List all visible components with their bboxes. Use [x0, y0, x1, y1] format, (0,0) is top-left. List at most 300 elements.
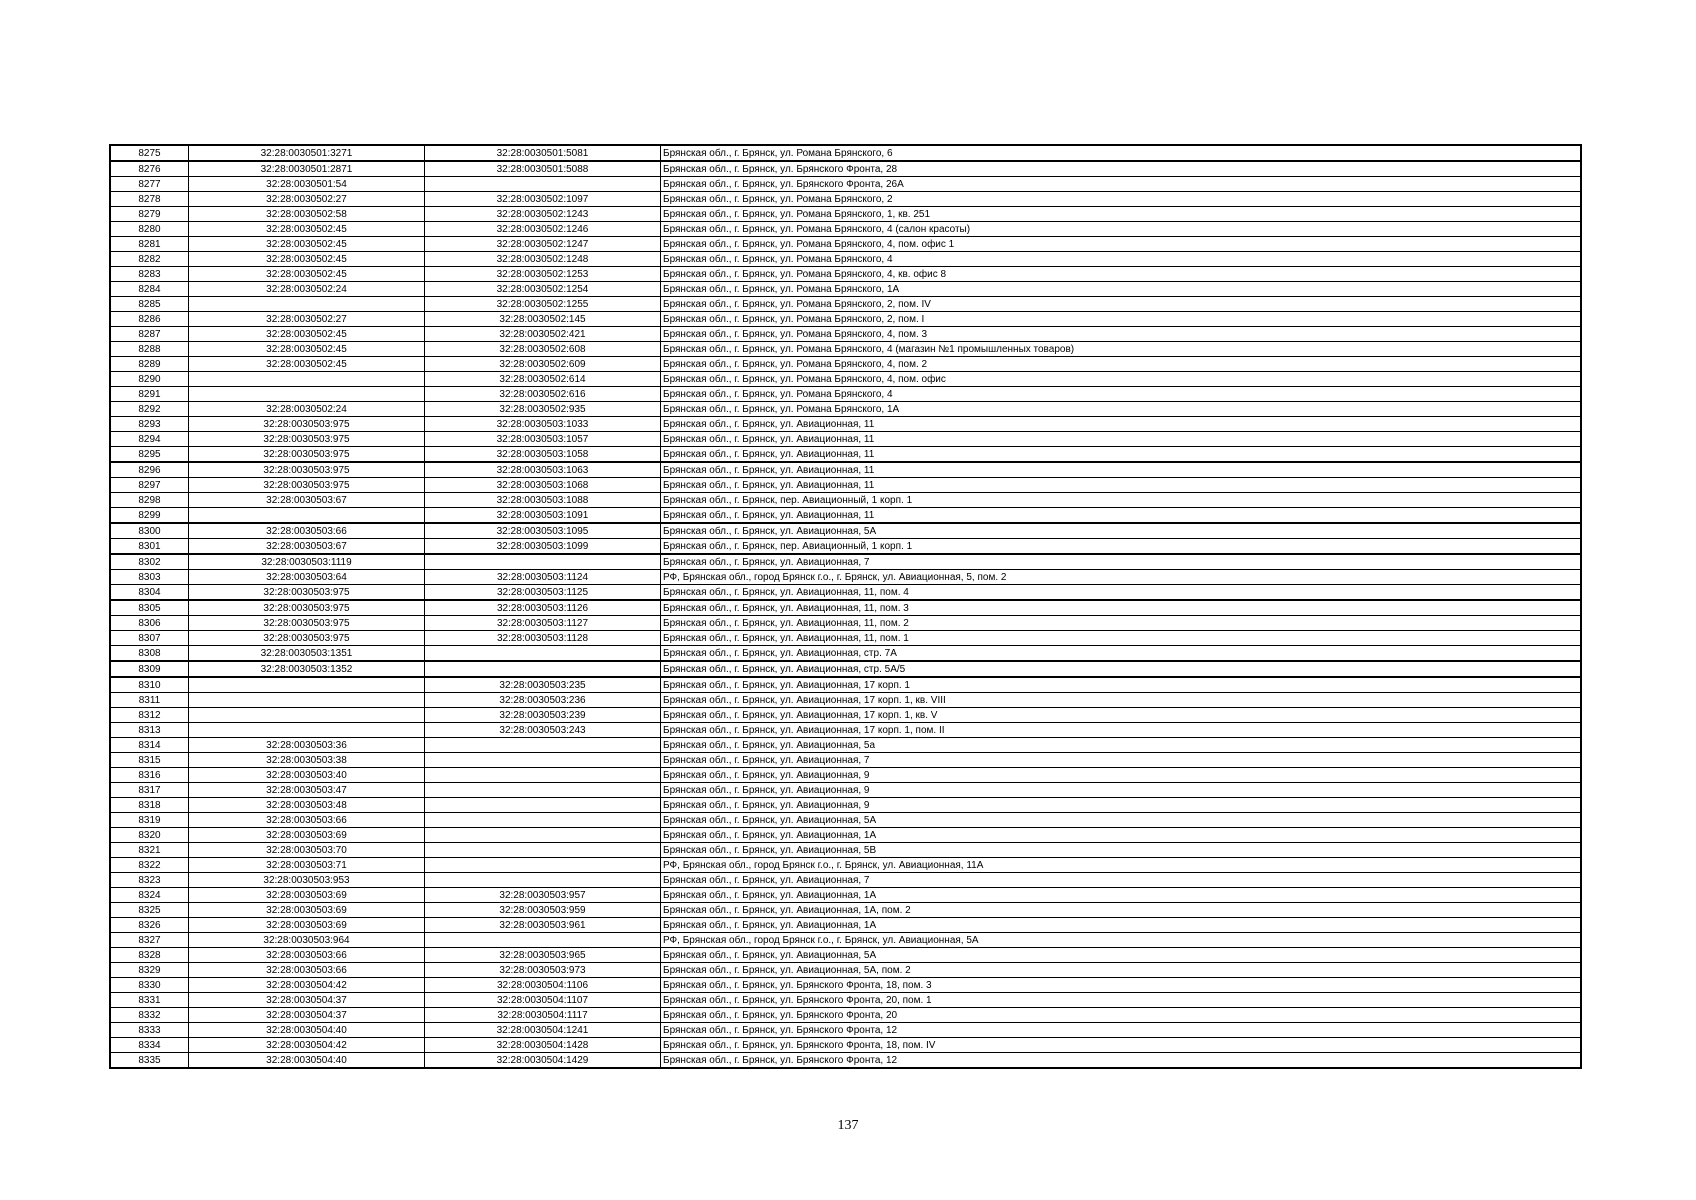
table-row	[110, 508, 1581, 524]
row-number-cell: 8328	[110, 948, 189, 963]
table-row	[110, 282, 1581, 297]
row-number-cell: 8301	[110, 539, 189, 555]
object-cadastral-number-cell: 32:28:0030502:1255	[425, 297, 661, 312]
object-cadastral-number-cell: 32:28:0030502:1246	[425, 222, 661, 237]
table-row	[110, 312, 1581, 327]
row-number-cell: 8294	[110, 432, 189, 447]
address-cell: Брянская обл., г. Брянск, ул. Авиационная, 5А	[661, 523, 1582, 539]
address-cell: Брянская обл., г. Брянск, ул. Авиационная, 5А	[661, 813, 1582, 828]
table-row	[110, 616, 1581, 631]
address-cell: Брянская обл., г. Брянск, ул. Авиационная, 11	[661, 462, 1582, 478]
address-cell: Брянская обл., г. Брянск, ул. Авиационная, 5а	[661, 738, 1582, 753]
row-number-cell: 8322	[110, 858, 189, 873]
parcel-cadastral-number-cell: 32:28:0030504:42	[189, 978, 425, 993]
object-cadastral-number-cell	[425, 768, 661, 783]
table-row	[110, 888, 1581, 903]
table-row	[110, 933, 1581, 948]
object-cadastral-number-cell: 32:28:0030503:235	[425, 677, 661, 693]
object-cadastral-number-cell: 32:28:0030503:1058	[425, 447, 661, 463]
table-row	[110, 768, 1581, 783]
parcel-cadastral-number-cell: 32:28:0030503:66	[189, 963, 425, 978]
parcel-cadastral-number-cell: 32:28:0030503:1351	[189, 646, 425, 662]
address-cell: Брянская обл., г. Брянск, ул. Брянского Фронта, 20, пом. 1	[661, 993, 1582, 1008]
parcel-cadastral-number-cell: 32:28:0030502:45	[189, 237, 425, 252]
object-cadastral-number-cell: 32:28:0030503:1099	[425, 539, 661, 555]
row-number-cell: 8293	[110, 417, 189, 432]
row-number-cell: 8278	[110, 192, 189, 207]
address-cell: Брянская обл., г. Брянск, ул. Брянского Фронта, 28	[661, 161, 1582, 177]
parcel-cadastral-number-cell: 32:28:0030504:37	[189, 1008, 425, 1023]
object-cadastral-number-cell	[425, 753, 661, 768]
row-number-cell: 8288	[110, 342, 189, 357]
parcel-cadastral-number-cell: 32:28:0030503:69	[189, 828, 425, 843]
object-cadastral-number-cell: 32:28:0030502:421	[425, 327, 661, 342]
parcel-cadastral-number-cell: 32:28:0030503:67	[189, 539, 425, 555]
address-cell: Брянская обл., г. Брянск, ул. Авиационная, 11, пом. 2	[661, 616, 1582, 631]
address-cell: Брянская обл., г. Брянск, ул. Брянского Фронта, 18, пом. 3	[661, 978, 1582, 993]
parcel-cadastral-number-cell: 32:28:0030501:54	[189, 177, 425, 192]
address-cell: Брянская обл., г. Брянск, ул. Авиационная, 11	[661, 478, 1582, 493]
object-cadastral-number-cell: 32:28:0030503:239	[425, 708, 661, 723]
row-number-cell: 8280	[110, 222, 189, 237]
parcel-cadastral-number-cell: 32:28:0030502:45	[189, 357, 425, 372]
object-cadastral-number-cell	[425, 873, 661, 888]
row-number-cell: 8291	[110, 387, 189, 402]
table-row	[110, 858, 1581, 873]
parcel-cadastral-number-cell: 32:28:0030503:69	[189, 918, 425, 933]
row-number-cell: 8295	[110, 447, 189, 463]
row-number-cell: 8277	[110, 177, 189, 192]
address-cell: Брянская обл., г. Брянск, ул. Романа Брянского, 6	[661, 145, 1582, 161]
object-cadastral-number-cell	[425, 798, 661, 813]
address-cell: Брянская обл., г. Брянск, пер. Авиационный, 1 корп. 1	[661, 493, 1582, 508]
parcel-cadastral-number-cell: 32:28:0030504:40	[189, 1053, 425, 1069]
table-row	[110, 993, 1581, 1008]
object-cadastral-number-cell: 32:28:0030501:5088	[425, 161, 661, 177]
parcel-cadastral-number-cell: 32:28:0030503:66	[189, 948, 425, 963]
address-cell: Брянская обл., г. Брянск, ул. Романа Брянского, 4	[661, 387, 1582, 402]
parcel-cadastral-number-cell: 32:28:0030502:24	[189, 402, 425, 417]
row-number-cell: 8316	[110, 768, 189, 783]
parcel-cadastral-number-cell: 32:28:0030503:975	[189, 417, 425, 432]
table-row	[110, 963, 1581, 978]
object-cadastral-number-cell: 32:28:0030503:1126	[425, 600, 661, 616]
parcel-cadastral-number-cell: 32:28:0030503:71	[189, 858, 425, 873]
table-row	[110, 661, 1581, 677]
table-row	[110, 523, 1581, 539]
parcel-cadastral-number-cell: 32:28:0030503:975	[189, 600, 425, 616]
row-number-cell: 8321	[110, 843, 189, 858]
address-cell: Брянская обл., г. Брянск, ул. Авиационная, 17 корп. 1, кв. V	[661, 708, 1582, 723]
table-row	[110, 843, 1581, 858]
object-cadastral-number-cell: 32:28:0030503:243	[425, 723, 661, 738]
object-cadastral-number-cell: 32:28:0030503:1124	[425, 570, 661, 585]
address-cell: Брянская обл., г. Брянск, ул. Брянского Фронта, 12	[661, 1023, 1582, 1038]
parcel-cadastral-number-cell: 32:28:0030504:42	[189, 1038, 425, 1053]
row-number-cell: 8335	[110, 1053, 189, 1069]
address-cell: Брянская обл., г. Брянск, ул. Брянского Фронта, 18, пом. IV	[661, 1038, 1582, 1053]
row-number-cell: 8297	[110, 478, 189, 493]
object-cadastral-number-cell	[425, 646, 661, 662]
parcel-cadastral-number-cell	[189, 693, 425, 708]
row-number-cell: 8320	[110, 828, 189, 843]
table-row	[110, 267, 1581, 282]
table-row	[110, 342, 1581, 357]
object-cadastral-number-cell: 32:28:0030503:1088	[425, 493, 661, 508]
table-row	[110, 387, 1581, 402]
address-cell: Брянская обл., г. Брянск, ул. Авиационная, 5В	[661, 843, 1582, 858]
row-number-cell: 8327	[110, 933, 189, 948]
row-number-cell: 8308	[110, 646, 189, 662]
parcel-cadastral-number-cell: 32:28:0030502:45	[189, 327, 425, 342]
object-cadastral-number-cell	[425, 933, 661, 948]
row-number-cell: 8300	[110, 523, 189, 539]
page-number: 137	[837, 1118, 859, 1133]
table-row	[110, 252, 1581, 267]
parcel-cadastral-number-cell: 32:28:0030503:975	[189, 631, 425, 646]
row-number-cell: 8281	[110, 237, 189, 252]
address-cell: Брянская обл., г. Брянск, ул. Авиационная, 11	[661, 432, 1582, 447]
row-number-cell: 8286	[110, 312, 189, 327]
table-row	[110, 600, 1581, 616]
row-number-cell: 8290	[110, 372, 189, 387]
object-cadastral-number-cell: 32:28:0030502:1247	[425, 237, 661, 252]
row-number-cell: 8298	[110, 493, 189, 508]
parcel-cadastral-number-cell: 32:28:0030503:975	[189, 478, 425, 493]
parcel-cadastral-number-cell: 32:28:0030504:40	[189, 1023, 425, 1038]
table-row	[110, 948, 1581, 963]
address-cell: Брянская обл., г. Брянск, ул. Авиационная, 1А	[661, 918, 1582, 933]
address-cell: Брянская обл., г. Брянск, ул. Романа Брянского, 4	[661, 252, 1582, 267]
table-row	[110, 493, 1581, 508]
row-number-cell: 8285	[110, 297, 189, 312]
parcel-cadastral-number-cell: 32:28:0030503:953	[189, 873, 425, 888]
row-number-cell: 8305	[110, 600, 189, 616]
object-cadastral-number-cell: 32:28:0030503:959	[425, 903, 661, 918]
object-cadastral-number-cell: 32:28:0030503:236	[425, 693, 661, 708]
object-cadastral-number-cell: 32:28:0030502:1253	[425, 267, 661, 282]
table-row	[110, 327, 1581, 342]
table-row	[110, 753, 1581, 768]
address-cell: РФ, Брянская обл., город Брянск г.о., г. Брянск, ул. Авиационная, 11А	[661, 858, 1582, 873]
address-cell: Брянская обл., г. Брянск, ул. Авиационная, 9	[661, 768, 1582, 783]
row-number-cell: 8311	[110, 693, 189, 708]
object-cadastral-number-cell	[425, 738, 661, 753]
cadastral-registry-table	[109, 144, 1582, 1069]
parcel-cadastral-number-cell: 32:28:0030502:24	[189, 282, 425, 297]
address-cell: Брянская обл., г. Брянск, ул. Брянского Фронта, 12	[661, 1053, 1582, 1069]
object-cadastral-number-cell: 32:28:0030502:1243	[425, 207, 661, 222]
parcel-cadastral-number-cell	[189, 387, 425, 402]
parcel-cadastral-number-cell: 32:28:0030503:69	[189, 888, 425, 903]
parcel-cadastral-number-cell: 32:28:0030502:27	[189, 312, 425, 327]
row-number-cell: 8296	[110, 462, 189, 478]
address-cell: Брянская обл., г. Брянск, ул. Авиационная, 11, пом. 3	[661, 600, 1582, 616]
address-cell: Брянская обл., г. Брянск, ул. Авиационная, стр. 5А/5	[661, 661, 1582, 677]
address-cell: Брянская обл., г. Брянск, ул. Романа Брянского, 4, пом. 3	[661, 327, 1582, 342]
object-cadastral-number-cell: 32:28:0030502:609	[425, 357, 661, 372]
row-number-cell: 8302	[110, 554, 189, 570]
parcel-cadastral-number-cell: 32:28:0030502:58	[189, 207, 425, 222]
parcel-cadastral-number-cell: 32:28:0030503:40	[189, 768, 425, 783]
table-row	[110, 585, 1581, 601]
parcel-cadastral-number-cell	[189, 723, 425, 738]
object-cadastral-number-cell	[425, 813, 661, 828]
object-cadastral-number-cell: 32:28:0030502:145	[425, 312, 661, 327]
parcel-cadastral-number-cell: 32:28:0030502:45	[189, 252, 425, 267]
table-row	[110, 828, 1581, 843]
row-number-cell: 8289	[110, 357, 189, 372]
parcel-cadastral-number-cell: 32:28:0030503:964	[189, 933, 425, 948]
address-cell: Брянская обл., г. Брянск, ул. Авиационная, 1А, пом. 2	[661, 903, 1582, 918]
address-cell: Брянская обл., г. Брянск, ул. Авиационная, 11, пом. 4	[661, 585, 1582, 601]
table-row	[110, 708, 1581, 723]
table-row	[110, 402, 1581, 417]
object-cadastral-number-cell	[425, 828, 661, 843]
registry-table-body	[110, 145, 1581, 1068]
row-number-cell: 8276	[110, 161, 189, 177]
table-row	[110, 813, 1581, 828]
table-row	[110, 161, 1581, 177]
row-number-cell: 8326	[110, 918, 189, 933]
row-number-cell: 8329	[110, 963, 189, 978]
address-cell: Брянская обл., г. Брянск, ул. Авиационная, 5А, пом. 2	[661, 963, 1582, 978]
parcel-cadastral-number-cell: 32:28:0030503:66	[189, 813, 425, 828]
parcel-cadastral-number-cell: 32:28:0030502:27	[189, 192, 425, 207]
parcel-cadastral-number-cell	[189, 508, 425, 524]
parcel-cadastral-number-cell: 32:28:0030503:1119	[189, 554, 425, 570]
table-row	[110, 738, 1581, 753]
object-cadastral-number-cell: 32:28:0030504:1117	[425, 1008, 661, 1023]
object-cadastral-number-cell: 32:28:0030501:5081	[425, 145, 661, 161]
address-cell: Брянская обл., г. Брянск, ул. Брянского Фронта, 26А	[661, 177, 1582, 192]
object-cadastral-number-cell	[425, 177, 661, 192]
address-cell: Брянская обл., г. Брянск, ул. Авиационная, 7	[661, 554, 1582, 570]
object-cadastral-number-cell: 32:28:0030502:616	[425, 387, 661, 402]
row-number-cell: 8334	[110, 1038, 189, 1053]
row-number-cell: 8315	[110, 753, 189, 768]
address-cell: Брянская обл., г. Брянск, ул. Авиационная, 9	[661, 798, 1582, 813]
row-number-cell: 8303	[110, 570, 189, 585]
parcel-cadastral-number-cell	[189, 677, 425, 693]
address-cell: Брянская обл., г. Брянск, ул. Романа Брянского, 1, кв. 251	[661, 207, 1582, 222]
parcel-cadastral-number-cell: 32:28:0030503:36	[189, 738, 425, 753]
address-cell: Брянская обл., г. Брянск, ул. Авиационная, стр. 7А	[661, 646, 1582, 662]
object-cadastral-number-cell: 32:28:0030503:1033	[425, 417, 661, 432]
row-number-cell: 8318	[110, 798, 189, 813]
object-cadastral-number-cell: 32:28:0030504:1429	[425, 1053, 661, 1069]
address-cell: Брянская обл., г. Брянск, ул. Брянского Фронта, 20	[661, 1008, 1582, 1023]
parcel-cadastral-number-cell: 32:28:0030503:38	[189, 753, 425, 768]
row-number-cell: 8332	[110, 1008, 189, 1023]
row-number-cell: 8304	[110, 585, 189, 601]
object-cadastral-number-cell	[425, 661, 661, 677]
address-cell: Брянская обл., г. Брянск, ул. Романа Брянского, 4 (магазин №1 промышленных товаров)	[661, 342, 1582, 357]
parcel-cadastral-number-cell: 32:28:0030503:975	[189, 462, 425, 478]
table-row	[110, 207, 1581, 222]
parcel-cadastral-number-cell: 32:28:0030503:70	[189, 843, 425, 858]
object-cadastral-number-cell: 32:28:0030503:1068	[425, 478, 661, 493]
object-cadastral-number-cell: 32:28:0030503:1128	[425, 631, 661, 646]
address-cell: Брянская обл., г. Брянск, ул. Авиационная, 11	[661, 508, 1582, 524]
row-number-cell: 8282	[110, 252, 189, 267]
address-cell: Брянская обл., г. Брянск, ул. Романа Брянского, 4, кв. офис 8	[661, 267, 1582, 282]
table-row	[110, 478, 1581, 493]
row-number-cell: 8323	[110, 873, 189, 888]
address-cell: Брянская обл., г. Брянск, ул. Романа Брянского, 1А	[661, 402, 1582, 417]
table-row	[110, 554, 1581, 570]
address-cell: Брянская обл., г. Брянск, ул. Авиационная, 7	[661, 873, 1582, 888]
address-cell: Брянская обл., г. Брянск, ул. Романа Брянского, 1А	[661, 282, 1582, 297]
address-cell: Брянская обл., г. Брянск, ул. Авиационная, 5А	[661, 948, 1582, 963]
row-number-cell: 8283	[110, 267, 189, 282]
row-number-cell: 8317	[110, 783, 189, 798]
address-cell: Брянская обл., г. Брянск, ул. Романа Брянского, 4, пом. офис 1	[661, 237, 1582, 252]
table-row	[110, 447, 1581, 463]
parcel-cadastral-number-cell	[189, 708, 425, 723]
table-row	[110, 432, 1581, 447]
table-row	[110, 798, 1581, 813]
object-cadastral-number-cell: 32:28:0030503:965	[425, 948, 661, 963]
table-row	[110, 192, 1581, 207]
address-cell: Брянская обл., г. Брянск, ул. Авиационная, 9	[661, 783, 1582, 798]
address-cell: Брянская обл., г. Брянск, ул. Авиационная, 17 корп. 1	[661, 677, 1582, 693]
address-cell: РФ, Брянская обл., город Брянск г.о., г. Брянск, ул. Авиационная, 5, пом. 2	[661, 570, 1582, 585]
object-cadastral-number-cell: 32:28:0030502:1248	[425, 252, 661, 267]
table-row	[110, 693, 1581, 708]
object-cadastral-number-cell	[425, 554, 661, 570]
table-row	[110, 417, 1581, 432]
parcel-cadastral-number-cell: 32:28:0030503:66	[189, 523, 425, 539]
row-number-cell: 8331	[110, 993, 189, 1008]
address-cell: Брянская обл., г. Брянск, ул. Романа Брянского, 2, пом. IV	[661, 297, 1582, 312]
row-number-cell: 8325	[110, 903, 189, 918]
parcel-cadastral-number-cell: 32:28:0030503:975	[189, 616, 425, 631]
address-cell: Брянская обл., г. Брянск, ул. Авиационная, 7	[661, 753, 1582, 768]
row-number-cell: 8306	[110, 616, 189, 631]
object-cadastral-number-cell: 32:28:0030504:1428	[425, 1038, 661, 1053]
table-row	[110, 357, 1581, 372]
table-row	[110, 903, 1581, 918]
object-cadastral-number-cell: 32:28:0030503:957	[425, 888, 661, 903]
object-cadastral-number-cell: 32:28:0030503:1057	[425, 432, 661, 447]
object-cadastral-number-cell: 32:28:0030503:961	[425, 918, 661, 933]
object-cadastral-number-cell: 32:28:0030502:1254	[425, 282, 661, 297]
address-cell: Брянская обл., г. Брянск, ул. Романа Брянского, 4 (салон красоты)	[661, 222, 1582, 237]
table-row	[110, 646, 1581, 662]
parcel-cadastral-number-cell: 32:28:0030501:2871	[189, 161, 425, 177]
table-row	[110, 1038, 1581, 1053]
table-row	[110, 978, 1581, 993]
parcel-cadastral-number-cell: 32:28:0030501:3271	[189, 145, 425, 161]
row-number-cell: 8275	[110, 145, 189, 161]
row-number-cell: 8284	[110, 282, 189, 297]
table-row	[110, 1008, 1581, 1023]
object-cadastral-number-cell: 32:28:0030503:1127	[425, 616, 661, 631]
address-cell: Брянская обл., г. Брянск, ул. Романа Брянского, 2	[661, 192, 1582, 207]
row-number-cell: 8299	[110, 508, 189, 524]
table-row	[110, 222, 1581, 237]
parcel-cadastral-number-cell: 32:28:0030502:45	[189, 222, 425, 237]
address-cell: Брянская обл., г. Брянск, ул. Авиационная, 17 корп. 1, пом. II	[661, 723, 1582, 738]
address-cell: Брянская обл., г. Брянск, ул. Авиационная, 1А	[661, 888, 1582, 903]
parcel-cadastral-number-cell: 32:28:0030503:64	[189, 570, 425, 585]
row-number-cell: 8279	[110, 207, 189, 222]
address-cell: РФ, Брянская обл., город Брянск г.о., г. Брянск, ул. Авиационная, 5А	[661, 933, 1582, 948]
object-cadastral-number-cell: 32:28:0030503:973	[425, 963, 661, 978]
object-cadastral-number-cell: 32:28:0030504:1241	[425, 1023, 661, 1038]
parcel-cadastral-number-cell: 32:28:0030503:48	[189, 798, 425, 813]
parcel-cadastral-number-cell: 32:28:0030503:47	[189, 783, 425, 798]
object-cadastral-number-cell	[425, 783, 661, 798]
row-number-cell: 8292	[110, 402, 189, 417]
address-cell: Брянская обл., г. Брянск, ул. Авиационная, 11	[661, 447, 1582, 463]
table-row	[110, 1023, 1581, 1038]
parcel-cadastral-number-cell: 32:28:0030503:975	[189, 432, 425, 447]
object-cadastral-number-cell: 32:28:0030503:1091	[425, 508, 661, 524]
object-cadastral-number-cell: 32:28:0030504:1106	[425, 978, 661, 993]
table-row	[110, 145, 1581, 161]
object-cadastral-number-cell: 32:28:0030503:1125	[425, 585, 661, 601]
object-cadastral-number-cell: 32:28:0030502:608	[425, 342, 661, 357]
object-cadastral-number-cell: 32:28:0030502:614	[425, 372, 661, 387]
table-row	[110, 237, 1581, 252]
table-row	[110, 372, 1581, 387]
parcel-cadastral-number-cell: 32:28:0030503:67	[189, 493, 425, 508]
table-row	[110, 297, 1581, 312]
address-cell: Брянская обл., г. Брянск, ул. Романа Брянского, 4, пом. 2	[661, 357, 1582, 372]
object-cadastral-number-cell: 32:28:0030502:1097	[425, 192, 661, 207]
row-number-cell: 8333	[110, 1023, 189, 1038]
row-number-cell: 8309	[110, 661, 189, 677]
parcel-cadastral-number-cell	[189, 372, 425, 387]
table-row	[110, 677, 1581, 693]
object-cadastral-number-cell: 32:28:0030502:935	[425, 402, 661, 417]
row-number-cell: 8324	[110, 888, 189, 903]
parcel-cadastral-number-cell: 32:28:0030503:1352	[189, 661, 425, 677]
table-row	[110, 462, 1581, 478]
parcel-cadastral-number-cell	[189, 297, 425, 312]
object-cadastral-number-cell	[425, 843, 661, 858]
address-cell: Брянская обл., г. Брянск, ул. Романа Брянского, 2, пом. I	[661, 312, 1582, 327]
table-row	[110, 539, 1581, 555]
parcel-cadastral-number-cell: 32:28:0030504:37	[189, 993, 425, 1008]
object-cadastral-number-cell: 32:28:0030503:1063	[425, 462, 661, 478]
table-row	[110, 631, 1581, 646]
table-row	[110, 570, 1581, 585]
parcel-cadastral-number-cell: 32:28:0030503:975	[189, 585, 425, 601]
table-row	[110, 723, 1581, 738]
table-row	[110, 873, 1581, 888]
address-cell: Брянская обл., г. Брянск, ул. Авиационная, 1А	[661, 828, 1582, 843]
row-number-cell: 8319	[110, 813, 189, 828]
row-number-cell: 8310	[110, 677, 189, 693]
object-cadastral-number-cell: 32:28:0030503:1095	[425, 523, 661, 539]
table-row	[110, 783, 1581, 798]
object-cadastral-number-cell	[425, 858, 661, 873]
object-cadastral-number-cell: 32:28:0030504:1107	[425, 993, 661, 1008]
row-number-cell: 8314	[110, 738, 189, 753]
row-number-cell: 8313	[110, 723, 189, 738]
parcel-cadastral-number-cell: 32:28:0030503:69	[189, 903, 425, 918]
address-cell: Брянская обл., г. Брянск, ул. Авиационная, 11, пом. 1	[661, 631, 1582, 646]
row-number-cell: 8287	[110, 327, 189, 342]
row-number-cell: 8307	[110, 631, 189, 646]
table-row	[110, 177, 1581, 192]
address-cell: Брянская обл., г. Брянск, ул. Авиационная, 17 корп. 1, кв. VIII	[661, 693, 1582, 708]
parcel-cadastral-number-cell: 32:28:0030502:45	[189, 267, 425, 282]
address-cell: Брянская обл., г. Брянск, пер. Авиационный, 1 корп. 1	[661, 539, 1582, 555]
